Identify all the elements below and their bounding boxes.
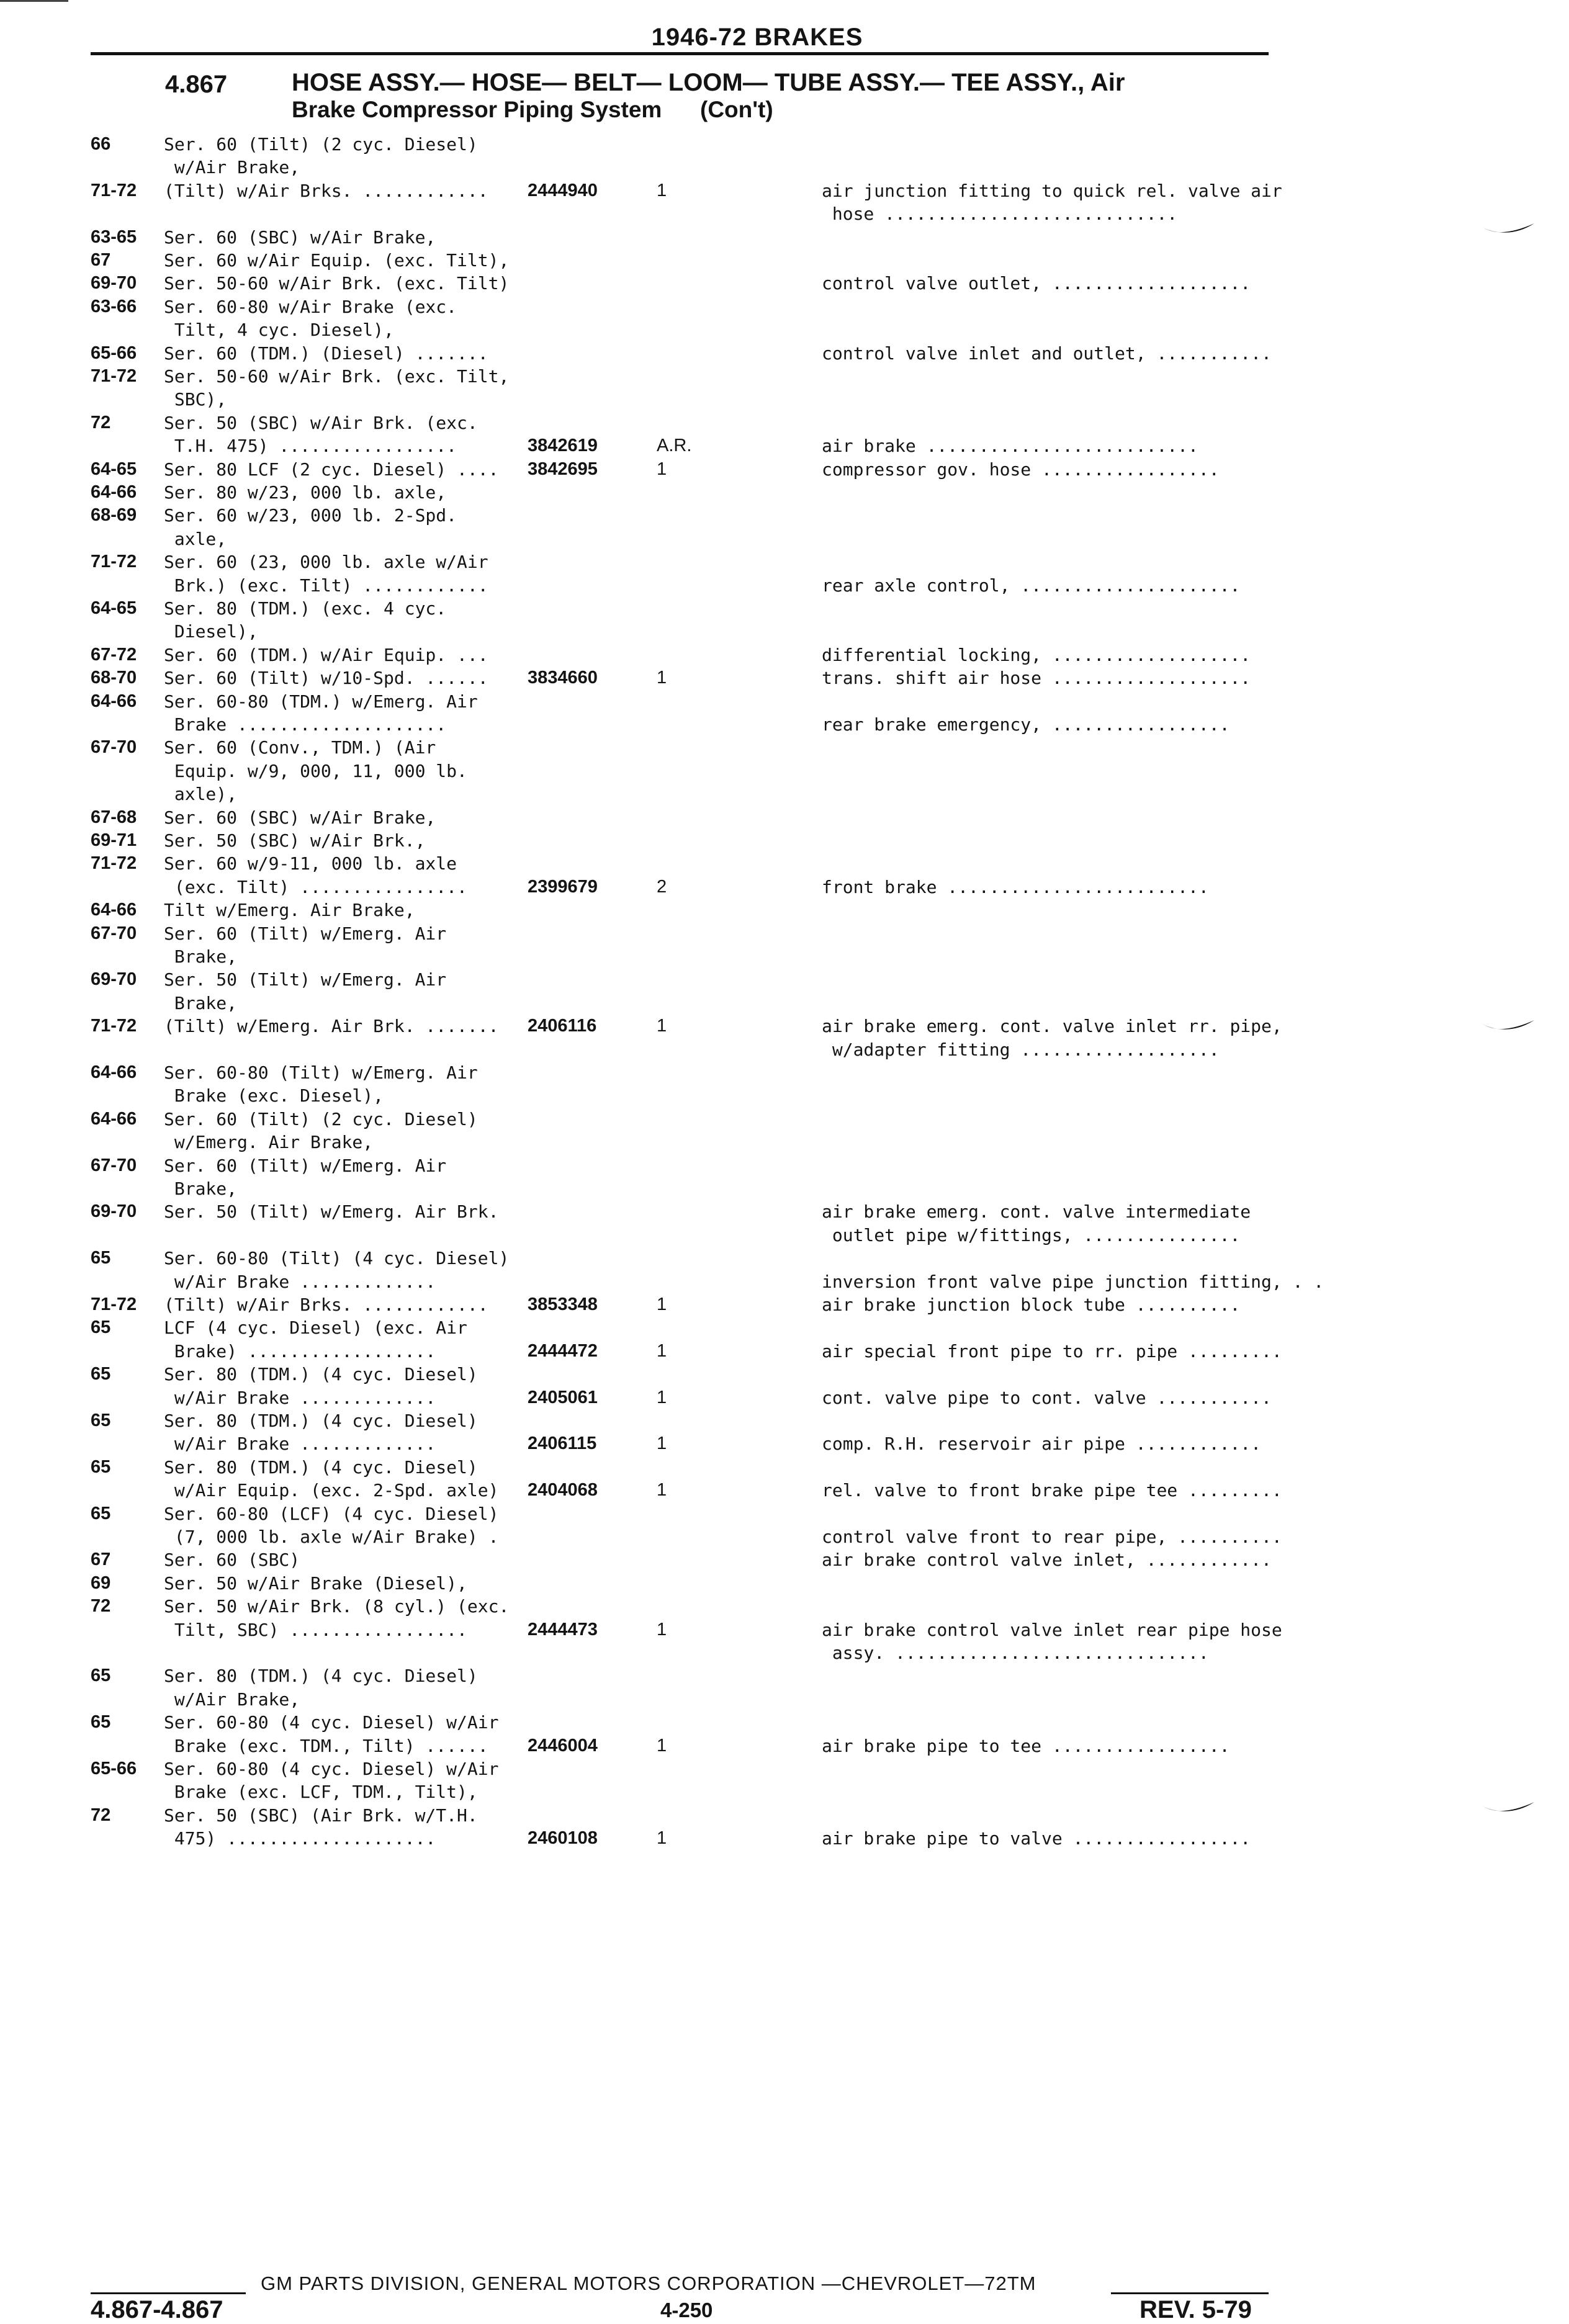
list-item — [0, 1548, 1569, 1573]
description-cell: control valve outlet, ................... — [822, 273, 1251, 294]
list-item — [0, 1711, 1569, 1736]
footer-publisher: GM PARTS DIVISION, GENERAL MOTORS CORPORATION —CHEVROLET—72TM — [261, 2272, 1036, 2294]
year-cell: 65 — [91, 1712, 111, 1733]
application-cell: Ser. 60 (TDM.) w/Air Equip. ... — [164, 644, 488, 665]
part-number-cell: 3834660 — [528, 668, 598, 688]
quantity-cell: 1 — [657, 1480, 667, 1501]
list-item — [0, 1479, 1569, 1504]
list-item — [0, 574, 1569, 599]
quantity-cell: A.R. — [657, 436, 692, 456]
year-cell: 67-70 — [91, 1155, 137, 1175]
description-cell: air brake pipe to tee ................. — [822, 1735, 1230, 1756]
application-cell: Ser. 60 w/23, 000 lb. 2-Spd. — [164, 505, 457, 526]
application-cell: Ser. 60 (Tilt) (2 cyc. Diesel) — [164, 1108, 478, 1129]
section-title: HOSE ASSY.— HOSE— BELT— LOOM— TUBE ASSY.— TEE ASSY., Air — [292, 69, 1125, 96]
year-cell: 65 — [91, 1411, 111, 1430]
list-item — [0, 1502, 1569, 1527]
list-item — [0, 1038, 1569, 1063]
description-cell: rel. valve to front brake pipe tee ......... — [822, 1480, 1282, 1501]
list-item — [0, 620, 1569, 645]
application-cell: Ser. 60 (Tilt) w/Emerg. Air — [164, 923, 447, 944]
application-cell: Ser. 60 (TDM.) (Diesel) ....... — [164, 343, 488, 364]
year-cell: 67-70 — [91, 923, 137, 943]
application-cell: Ser. 80 (TDM.) (4 cyc. Diesel) — [164, 1364, 478, 1385]
description-cell: air brake pipe to valve ................. — [822, 1828, 1251, 1849]
description-cell: outlet pipe w/fittings, ............... — [822, 1224, 1241, 1245]
list-item — [0, 1363, 1569, 1388]
application-cell: Brake, — [164, 1178, 238, 1199]
list-item — [0, 806, 1569, 831]
description-cell: air brake emerg. cont. valve intermediate — [822, 1201, 1251, 1223]
application-cell: Ser. 50 w/Air Brake (Diesel), — [164, 1573, 467, 1594]
application-cell: Ser. 50 (SBC) (Air Brk. w/T.H. — [164, 1805, 478, 1826]
list-item — [0, 1200, 1569, 1225]
list-item — [0, 481, 1569, 506]
application-cell: Ser. 60-80 (4 cyc. Diesel) w/Air — [164, 1759, 499, 1779]
application-cell: Ser. 80 (TDM.) (4 cyc. Diesel) — [164, 1456, 478, 1478]
list-item — [0, 852, 1569, 877]
list-item — [0, 1641, 1569, 1666]
list-item — [0, 1734, 1569, 1759]
list-item — [0, 1757, 1569, 1782]
binding-mark-icon — [1480, 1800, 1537, 1818]
footer-rule-left — [91, 2292, 246, 2294]
list-item — [0, 1525, 1569, 1550]
application-cell: Ser. 50 (SBC) w/Air Brk. (exc. — [164, 412, 478, 433]
list-item — [0, 1316, 1569, 1341]
part-number-cell: 2399679 — [528, 876, 598, 897]
application-cell: Ser. 60-80 (4 cyc. Diesel) w/Air — [164, 1712, 499, 1733]
application-cell: Ser. 60-80 (Tilt) w/Emerg. Air — [164, 1062, 478, 1083]
application-cell: 475) .................... — [164, 1828, 436, 1849]
part-number-cell: 2405061 — [528, 1387, 598, 1407]
application-cell: Ser. 50-60 w/Air Brk. (exc. Tilt) — [164, 273, 510, 294]
quantity-cell: 1 — [657, 668, 667, 688]
list-item — [0, 992, 1569, 1016]
year-cell: 71-72 — [91, 552, 137, 572]
list-item — [0, 179, 1569, 204]
application-cell: Brake, — [164, 946, 238, 967]
list-item — [0, 365, 1569, 390]
binding-mark-icon — [1480, 1018, 1537, 1036]
description-cell: rear axle control, ..................... — [822, 575, 1241, 596]
list-item — [0, 1688, 1569, 1713]
application-cell: Brake (exc. TDM., Tilt) ...... — [164, 1735, 488, 1756]
list-item — [0, 1572, 1569, 1597]
application-cell: Ser. 50 (SBC) w/Air Brk., — [164, 830, 426, 851]
list-item — [0, 783, 1569, 807]
corner-rule — [0, 0, 68, 2]
list-item — [0, 156, 1569, 181]
year-cell: 71-72 — [91, 853, 137, 874]
application-cell: Ser. 50-60 w/Air Brk. (exc. Tilt, — [164, 366, 510, 387]
application-cell: w/Emerg. Air Brake, — [164, 1132, 374, 1153]
list-item — [0, 1386, 1569, 1411]
list-item — [0, 249, 1569, 274]
list-item — [0, 550, 1569, 575]
application-cell: Ser. 60 w/9-11, 000 lb. axle — [164, 853, 457, 874]
list-item — [0, 295, 1569, 320]
list-item — [0, 829, 1569, 854]
application-cell: Ser. 80 (TDM.) (4 cyc. Diesel) — [164, 1411, 478, 1431]
list-item — [0, 1131, 1569, 1155]
year-cell: 68-70 — [91, 668, 137, 688]
quantity-cell: 1 — [657, 1294, 667, 1314]
year-cell: 65-66 — [91, 343, 137, 363]
list-item — [0, 1108, 1569, 1133]
application-cell: (Tilt) w/Air Brks. ............ — [164, 1294, 488, 1315]
list-item — [0, 388, 1569, 413]
description-cell: assy. .............................. — [822, 1643, 1209, 1663]
description-cell: inversion front valve pipe junction fitting, . . — [822, 1271, 1324, 1292]
list-item — [0, 1432, 1569, 1457]
description-cell: air brake control valve inlet, ............ — [822, 1550, 1272, 1571]
list-item — [0, 945, 1569, 970]
list-item — [0, 713, 1569, 738]
footer-rule-right — [1111, 2292, 1269, 2294]
application-cell: Ser. 60 (SBC) — [164, 1550, 300, 1571]
quantity-cell: 1 — [657, 459, 667, 479]
application-cell: w/Air Brake ............. — [164, 1387, 436, 1408]
application-cell: Ser. 60-80 (TDM.) w/Emerg. Air — [164, 691, 478, 712]
description-cell: air junction fitting to quick rel. valve air — [822, 180, 1282, 201]
application-cell: Brake, — [164, 992, 238, 1013]
part-number-cell: 2406115 — [528, 1433, 597, 1454]
year-cell: 67-68 — [91, 807, 137, 827]
list-item — [0, 899, 1569, 923]
quantity-cell: 2 — [657, 876, 667, 897]
application-cell: (Tilt) w/Emerg. Air Brk. ....... — [164, 1016, 499, 1037]
list-item — [0, 666, 1569, 691]
list-item — [0, 1780, 1569, 1805]
quantity-cell: 1 — [657, 1735, 667, 1756]
list-item — [0, 1409, 1569, 1434]
year-cell: 69-71 — [91, 830, 137, 850]
section-number: 4.867 — [165, 71, 228, 98]
application-cell: w/Air Equip. (exc. 2-Spd. axle) — [164, 1480, 499, 1501]
year-cell: 64-66 — [91, 1062, 137, 1082]
part-number-cell: 3853348 — [528, 1294, 598, 1314]
list-item — [0, 527, 1569, 552]
part-number-cell: 2444940 — [528, 180, 598, 200]
application-cell: (7, 000 lb. axle w/Air Brake) . — [164, 1527, 499, 1547]
list-item — [0, 1015, 1569, 1039]
application-cell: axle, — [164, 528, 227, 549]
list-item — [0, 1804, 1569, 1829]
list-item — [0, 1595, 1569, 1620]
part-number-cell: 3842695 — [528, 459, 598, 479]
year-cell: 68-69 — [91, 505, 137, 526]
year-cell: 65 — [91, 1248, 111, 1268]
application-cell: SBC), — [164, 389, 227, 410]
footer-section-range: 4.867-4.867 — [91, 2296, 223, 2323]
description-cell: trans. shift air hose ................... — [822, 668, 1251, 689]
list-item — [0, 1177, 1569, 1202]
list-item — [0, 1340, 1569, 1365]
description-cell: rear brake emergency, ................. — [822, 714, 1230, 735]
quantity-cell: 1 — [657, 1828, 667, 1849]
description-cell: comp. R.H. reservoir air pipe ............ — [822, 1433, 1262, 1455]
year-cell: 64-66 — [91, 482, 137, 502]
year-cell: 65 — [91, 1456, 111, 1477]
footer-page-number: 4-250 — [660, 2299, 713, 2322]
application-cell: (Tilt) w/Air Brks. ............ — [164, 180, 488, 201]
year-cell: 72 — [91, 1596, 111, 1617]
year-cell: 65 — [91, 1317, 111, 1338]
year-cell: 71-72 — [91, 1294, 137, 1314]
application-cell: w/Air Brake, — [164, 157, 300, 178]
year-cell: 64-65 — [91, 459, 137, 479]
description-cell: air special front pipe to rr. pipe ......... — [822, 1340, 1282, 1362]
application-cell: Ser. 60-80 w/Air Brake (exc. — [164, 296, 457, 317]
application-cell: Ser. 80 w/23, 000 lb. axle, — [164, 482, 447, 503]
description-cell: differential locking, ................... — [822, 644, 1251, 665]
description-cell: control valve front to rear pipe, .......... — [822, 1527, 1282, 1547]
year-cell: 65 — [91, 1364, 111, 1384]
application-cell: w/Air Brake, — [164, 1689, 300, 1710]
year-cell: 72 — [91, 412, 111, 433]
description-cell: hose ............................ — [822, 204, 1178, 225]
list-item — [0, 690, 1569, 715]
application-cell: Ser. 60-80 (LCF) (4 cyc. Diesel) — [164, 1503, 499, 1524]
description-cell: w/adapter fitting ................... — [822, 1039, 1220, 1060]
description-cell: compressor gov. hose ................. — [822, 459, 1220, 480]
list-item — [0, 1084, 1569, 1109]
list-item — [0, 202, 1569, 227]
year-cell: 69-70 — [91, 969, 137, 990]
quantity-cell: 1 — [657, 1340, 667, 1361]
list-item — [0, 504, 1569, 529]
part-number-cell: 2404068 — [528, 1480, 598, 1501]
description-cell: cont. valve pipe to cont. valve ........... — [822, 1387, 1272, 1408]
application-cell: w/Air Brake ............. — [164, 1271, 436, 1292]
year-cell: 72 — [91, 1805, 111, 1825]
description-cell: control valve inlet and outlet, ........... — [822, 343, 1272, 364]
year-cell: 67 — [91, 250, 111, 270]
description-cell: air brake emerg. cont. valve inlet rr. pipe, — [822, 1016, 1282, 1037]
list-item — [0, 1293, 1569, 1318]
quantity-cell: 1 — [657, 1016, 667, 1036]
application-cell: axle), — [164, 784, 238, 805]
list-item — [0, 968, 1569, 993]
description-cell: air brake control valve inlet rear pipe hose — [822, 1619, 1282, 1640]
year-cell: 69 — [91, 1573, 111, 1593]
application-cell: Ser. 60 (Tilt) w/Emerg. Air — [164, 1155, 447, 1176]
year-cell: 65-66 — [91, 1759, 137, 1779]
quantity-cell: 1 — [657, 1433, 667, 1454]
list-item — [0, 876, 1569, 900]
quantity-cell: 1 — [657, 1387, 667, 1407]
application-cell: Ser. 60 (Tilt) (2 cyc. Diesel) — [164, 134, 478, 155]
application-cell: Ser. 60 (SBC) w/Air Brake, — [164, 807, 436, 828]
year-cell: 63-65 — [91, 227, 137, 247]
application-cell: Brake .................... — [164, 714, 447, 735]
application-cell: Ser. 50 w/Air Brk. (8 cyl.) (exc. — [164, 1596, 510, 1617]
year-cell: 71-72 — [91, 366, 137, 386]
year-cell: 64-66 — [91, 900, 137, 920]
quantity-cell: 1 — [657, 1619, 667, 1640]
application-cell: Brake) .................. — [164, 1340, 436, 1362]
list-item — [0, 644, 1569, 668]
year-cell: 64-65 — [91, 598, 137, 618]
part-number-cell: 2446004 — [528, 1735, 598, 1756]
application-cell: LCF (4 cyc. Diesel) (exc. Air — [164, 1317, 467, 1339]
list-item — [0, 1247, 1569, 1272]
list-item — [0, 736, 1569, 761]
list-item — [0, 1154, 1569, 1179]
list-item — [0, 133, 1569, 158]
year-cell: 69-70 — [91, 1201, 137, 1222]
description-cell: air brake .......................... — [822, 436, 1198, 457]
part-number-cell: 2444473 — [528, 1619, 598, 1640]
application-cell: w/Air Brake ............. — [164, 1433, 436, 1455]
list-item — [0, 1456, 1569, 1481]
part-number-cell: 2460108 — [528, 1828, 598, 1849]
part-number-cell: 3842619 — [528, 436, 598, 456]
year-cell: 67-70 — [91, 737, 137, 758]
part-number-cell: 2406116 — [528, 1016, 597, 1036]
application-cell: Ser. 60 (SBC) w/Air Brake, — [164, 227, 436, 248]
list-item — [0, 1061, 1569, 1086]
list-item — [0, 342, 1569, 367]
list-item — [0, 434, 1569, 459]
application-cell: Ser. 60-80 (Tilt) (4 cyc. Diesel) — [164, 1248, 510, 1269]
header-rule — [91, 52, 1269, 55]
application-cell: (exc. Tilt) ................ — [164, 876, 467, 897]
year-cell: 63-66 — [91, 296, 137, 316]
list-item — [0, 1664, 1569, 1689]
section-subtitle: Brake Compressor Piping System (Con't) — [292, 97, 773, 122]
list-item — [0, 458, 1569, 483]
part-number-cell: 2444472 — [528, 1340, 598, 1361]
application-cell: Diesel), — [164, 621, 258, 642]
application-cell: Equip. w/9, 000, 11, 000 lb. — [164, 760, 467, 781]
year-cell: 65 — [91, 1666, 111, 1686]
list-item — [0, 760, 1569, 784]
list-item — [0, 411, 1569, 436]
list-item — [0, 1827, 1569, 1852]
year-cell: 71-72 — [91, 180, 137, 200]
application-cell: Brk.) (exc. Tilt) ............ — [164, 575, 488, 596]
year-cell: 66 — [91, 134, 111, 154]
description-cell: front brake ......................... — [822, 876, 1209, 897]
quantity-cell: 1 — [657, 180, 667, 200]
application-cell: Ser. 50 (Tilt) w/Emerg. Air Brk. — [164, 1201, 499, 1223]
footer-revision: REV. 5-79 — [1140, 2296, 1252, 2323]
application-cell: Ser. 50 (Tilt) w/Emerg. Air — [164, 969, 447, 990]
application-cell: Ser. 60 (Conv., TDM.) (Air — [164, 737, 436, 758]
year-cell: 65 — [91, 1503, 111, 1523]
year-cell: 69-70 — [91, 273, 137, 294]
application-cell: Tilt, SBC) ................. — [164, 1619, 467, 1640]
application-cell: T.H. 475) ................. — [164, 436, 457, 457]
year-cell: 67 — [91, 1550, 111, 1570]
application-cell: Ser. 60 (23, 000 lb. axle w/Air — [164, 552, 488, 573]
application-cell: Brake (exc. LCF, TDM., Tilt), — [164, 1782, 478, 1803]
page-header-title: 1946-72 BRAKES — [651, 24, 863, 51]
year-cell: 64-66 — [91, 691, 137, 711]
list-item — [0, 1224, 1569, 1249]
list-item — [0, 1270, 1569, 1295]
year-cell: 67-72 — [91, 644, 137, 665]
application-cell: Tilt w/Emerg. Air Brake, — [164, 900, 415, 921]
list-item — [0, 597, 1569, 622]
list-item — [0, 272, 1569, 297]
list-item — [0, 922, 1569, 947]
application-cell: Ser. 80 (TDM.) (4 cyc. Diesel) — [164, 1666, 478, 1687]
description-cell: air brake junction block tube .......... — [822, 1294, 1241, 1315]
application-cell: Ser. 60 (Tilt) w/10-Spd. ...... — [164, 668, 488, 689]
application-cell: Ser. 60 w/Air Equip. (exc. Tilt), — [164, 250, 510, 271]
list-item — [0, 1618, 1569, 1643]
list-item — [0, 226, 1569, 251]
year-cell: 71-72 — [91, 1016, 137, 1036]
application-cell: Ser. 80 LCF (2 cyc. Diesel) .... — [164, 459, 499, 480]
application-cell: Tilt, 4 cyc. Diesel), — [164, 320, 394, 341]
year-cell: 64-66 — [91, 1108, 137, 1129]
application-cell: Brake (exc. Diesel), — [164, 1085, 384, 1106]
list-item — [0, 318, 1569, 343]
application-cell: Ser. 80 (TDM.) (exc. 4 cyc. — [164, 598, 447, 619]
binding-mark-icon — [1480, 221, 1537, 240]
